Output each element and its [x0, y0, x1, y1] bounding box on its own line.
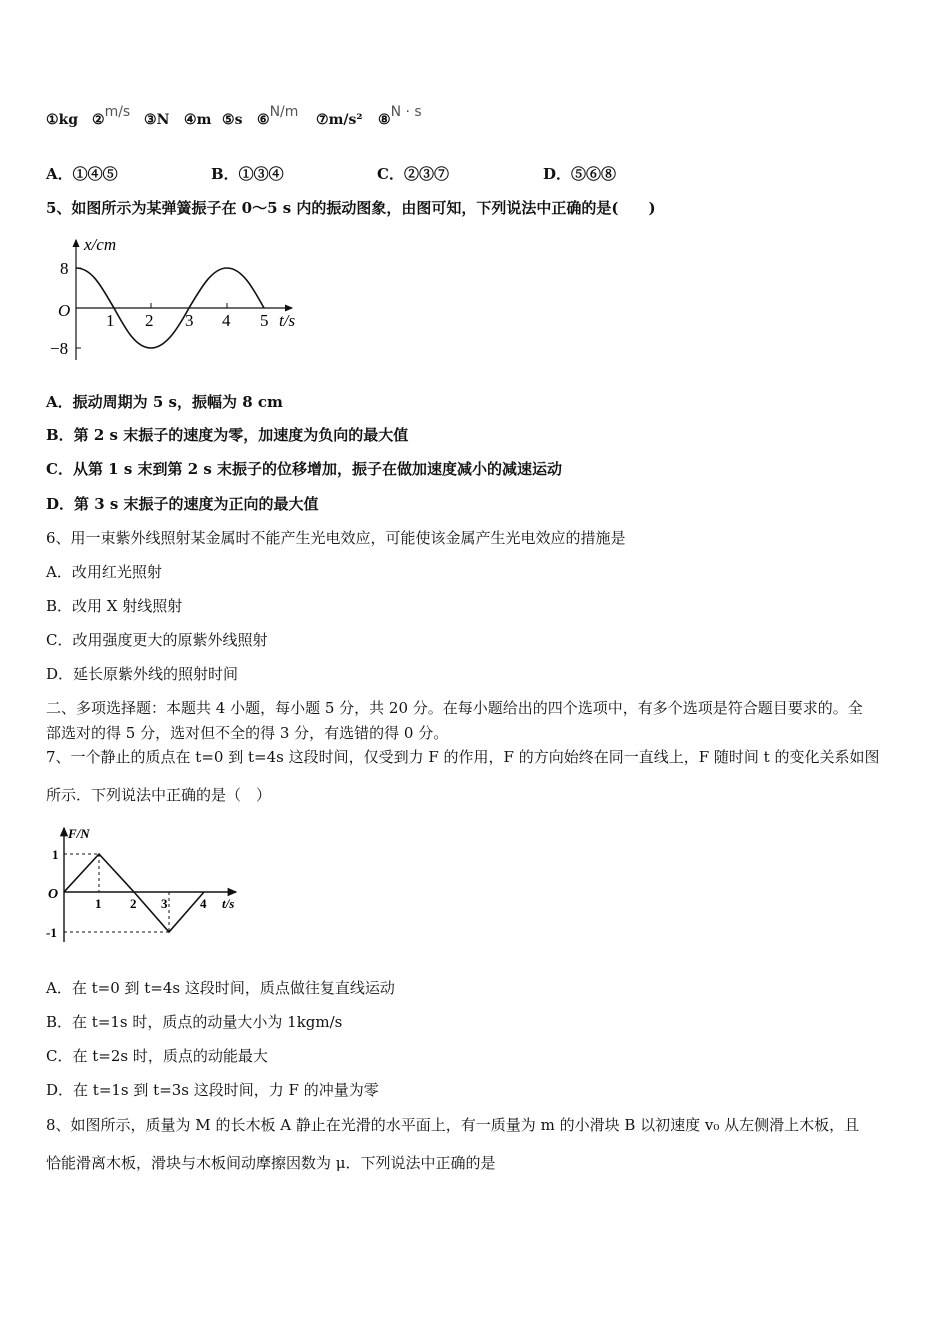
unit-3: ③N [144, 112, 170, 128]
q5-xtick-2: 2 [145, 311, 154, 330]
q8-stem-line1: 8、如图所示，质量为 M 的长木板 A 静止在光滑的水平面上，有一质量为 m 的小滑块 B 以初速度 v₀ 从左侧滑上木板，且 [46, 1116, 860, 1134]
q7-option-b: B．在 t=1s 时，质点的动量大小为 1kgm/s [46, 1013, 343, 1031]
q8-stem-line2: 恰能滑离木板，滑块与木板间动摩擦因数为 μ．下列说法中正确的是 [46, 1154, 496, 1172]
q7-ytick-neg1: -1 [46, 925, 57, 940]
q4-option-d: D．⑤⑥⑧ [543, 165, 617, 183]
q7-xtick-3: 3 [161, 896, 168, 911]
q5-origin: O [58, 301, 71, 320]
unit-2-image: m/s [104, 104, 131, 120]
q7-xtick-1: 1 [95, 896, 102, 911]
q5-option-d: D．第 3 s 末振子的速度为正向的最大值 [46, 495, 319, 513]
q5-ylabel: x/cm [84, 235, 117, 254]
q7-force-line [64, 854, 204, 932]
q7-xtick-2: 2 [130, 896, 137, 911]
q7-option-c: C．在 t=2s 时，质点的动能最大 [46, 1047, 268, 1065]
q6-stem: 6、用一束紫外线照射某金属时不能产生光电效应，可能使该金属产生光电效应的措施是 [46, 529, 626, 547]
unit-5: ⑤s [222, 112, 243, 128]
q6-option-d: D．延长原紫外线的照射时间 [46, 665, 239, 683]
q4-option-c: C．②③⑦ [377, 165, 449, 183]
q7-origin: O [48, 887, 59, 902]
q5-xtick-1: 1 [106, 311, 115, 330]
section2-instructions-line2: 部选对的得 5 分，选对但不全的得 3 分，有选错的得 0 分。 [46, 724, 449, 742]
unit-8-image: N · s [390, 104, 422, 120]
q7-option-d: D．在 t=1s 到 t=3s 这段时间，力 F 的冲量为零 [46, 1081, 379, 1099]
q5-xtick-3: 3 [185, 311, 194, 330]
q5-ytick-8: 8 [60, 259, 69, 278]
q7-xlabel: t/s [222, 896, 235, 911]
unit-6-image: N/m [269, 104, 299, 120]
q5-option-a: A．振动周期为 5 s，振幅为 8 cm [46, 393, 283, 411]
q7-option-a: A．在 t=0 到 t=4s 这段时间，质点做往复直线运动 [46, 979, 395, 997]
q5-ytick-neg8: −8 [50, 339, 69, 358]
unit-8: ⑧N · s [378, 104, 422, 128]
unit-4: ④m [184, 112, 212, 128]
q5-option-c: C．从第 1 s 末到第 2 s 末振子的位移增加，振子在做加速度减小的减速运动 [46, 460, 563, 478]
unit-7: ⑦m/s² [316, 112, 363, 128]
unit-6: ⑥N/m [257, 104, 299, 128]
q5-xtick-5: 5 [260, 311, 269, 330]
q7-force-graph [44, 822, 244, 952]
q5-option-b: B．第 2 s 末振子的速度为零，加速度为负向的最大值 [46, 426, 409, 444]
q6-option-a: A．改用红光照射 [46, 563, 162, 581]
q6-option-c: C．改用强度更大的原紫外线照射 [46, 631, 268, 649]
q5-stem: 5、如图所示为某弹簧振子在 0～5 s 内的振动图象，由图可知，下列说法中正确的是( ) [46, 199, 656, 217]
q4-option-a: A．①④⑤ [46, 165, 118, 183]
q6-option-b: B．改用 X 射线照射 [46, 597, 183, 615]
q4-option-b: B．①③④ [211, 165, 284, 183]
q7-ylabel: F/N [68, 826, 90, 841]
section2-instructions-line1: 二、多项选择题：本题共 4 小题，每小题 5 分，共 20 分。在每小题给出的四个选项中，有多个选项是符合题目要求的。全 [46, 699, 863, 717]
unit-1: ①kg [46, 112, 79, 128]
q5-xlabel: t/s [279, 311, 296, 330]
unit-2: ②m/s [92, 104, 131, 128]
q7-ytick-1: 1 [52, 847, 59, 862]
q5-oscillation-graph [48, 230, 308, 365]
q5-xtick-4: 4 [222, 311, 231, 330]
q7-xtick-4: 4 [200, 896, 207, 911]
q7-stem-line2: 所示．下列说法中正确的是（ ） [46, 786, 272, 804]
q7-stem-line1: 7、一个静止的质点在 t=0 到 t=4s 这段时间，仅受到力 F 的作用，F 的方向始终在同一直线上，F 随时间 t 的变化关系如图 [46, 748, 880, 766]
